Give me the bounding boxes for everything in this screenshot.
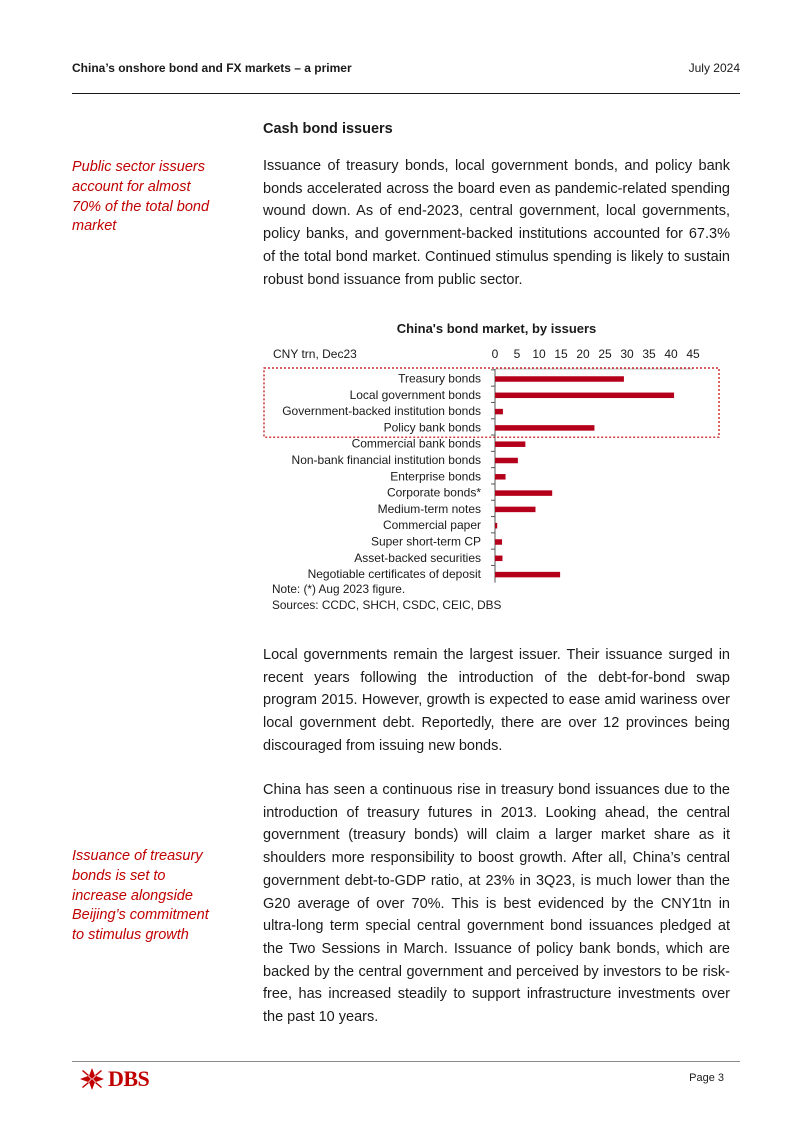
document-date: July 2024 xyxy=(688,61,740,75)
x-tick-label-9: 45 xyxy=(686,347,700,361)
header-divider xyxy=(72,93,740,94)
x-tick-label-4: 20 xyxy=(576,347,590,361)
bar-9 xyxy=(495,523,497,529)
chart-sources: Sources: CCDC, SHCH, CSDC, CEIC, DBS xyxy=(272,598,502,612)
x-tick-label-8: 40 xyxy=(664,347,678,361)
category-label-9: Commercial paper xyxy=(382,518,481,533)
page-number: Page 3 xyxy=(689,1072,724,1084)
x-tick-label-5: 25 xyxy=(598,347,612,361)
x-tick-label-3: 15 xyxy=(554,347,568,361)
footer-divider xyxy=(72,1061,740,1062)
category-label-11: Asset-backed securities xyxy=(354,550,481,565)
bar-3 xyxy=(495,425,594,431)
x-tick-label-6: 30 xyxy=(620,347,634,361)
dbs-logo xyxy=(80,1066,149,1092)
category-label-12: Negotiable certificates of deposit xyxy=(307,567,481,582)
category-label-8: Medium-term notes xyxy=(377,501,481,516)
chart-note: Note: (*) Aug 2023 figure. xyxy=(272,582,406,596)
bar-2 xyxy=(495,409,503,415)
category-label-5: Non-bank financial institution bonds xyxy=(291,453,481,467)
x-tick-label-7: 35 xyxy=(642,347,656,361)
bar-12 xyxy=(495,572,560,578)
chart-unit-label: CNY trn, Dec23 xyxy=(273,347,357,361)
paragraph-3: China has seen a continuous rise in treasury bond issuances due to the introduction of treasury futures in 2013. Looking ahead, the central government (treasury bonds) will claim a larger market share as it shoulders more responsibility to boost growth. After all, China’s central government debt-to-GDP ratio, at 23% in 3Q23, is much lower than the G20 average of over 70%. This is best evidenced by the CNY1tn in ultra-long term special central government bond issuances pledged at the Two Sessions in March. Issuance of policy bank bonds, which are backed by the central government and perceived by investors to be risk-free, has increased steadily to support infrastructure investments over the past 10 years. xyxy=(263,782,730,1026)
bar-11 xyxy=(495,556,502,562)
category-label-6: Enterprise bonds xyxy=(390,469,481,484)
dbs-logo-text: DBS xyxy=(108,1066,150,1091)
bar-4 xyxy=(495,441,525,447)
chart-title: China's bond market, by issuers xyxy=(396,321,597,336)
paragraph-1: Issuance of treasury bonds, local government bonds, and policy bank bonds accelerated across the board even as pandemic-related spending wound down. As of end-2023, central government, local governments, policy banks, and government-backed institutions accounted for 67.3% of the total bond market. Continued stimulus spending is likely to sustain robust bond issuance from public sector. xyxy=(263,158,730,288)
category-label-1: Local government bonds xyxy=(349,387,481,402)
document-title: China’s onshore bond and FX markets – a primer xyxy=(72,61,352,75)
category-label-4: Commercial bank bonds xyxy=(351,436,481,451)
bar-0 xyxy=(495,376,624,382)
x-tick-label-0: 0 xyxy=(491,347,499,361)
bar-5 xyxy=(495,458,518,464)
paragraph-2: Local governments remain the largest issuer. Their issuance surged in recent years following the introduction of the debt-for-bond swap program 2015. However, growth is expected to ease amid wariness over local government debt. Reportedly, there are over 12 provinces being discouraged from issuing new bonds. xyxy=(263,647,730,754)
bar-10 xyxy=(495,539,502,545)
dbs-star-icon xyxy=(80,1068,104,1090)
bar-6 xyxy=(495,474,506,480)
x-tick-label-1: 5 xyxy=(513,347,521,361)
bar-1 xyxy=(495,393,674,399)
x-tick-label-2: 10 xyxy=(532,347,546,361)
category-label-2: Government-backed institution bonds xyxy=(282,404,481,419)
section-title: Cash bond issuers xyxy=(263,121,393,137)
highlight-box-public-sector xyxy=(264,368,719,437)
margin-note-treasury: Issuance of treasury bonds is set to increase alongside Beijing’s commitment to stimulus growth xyxy=(72,848,209,944)
category-label-10: Super short-term CP xyxy=(370,534,481,549)
bar-7 xyxy=(495,490,552,496)
bar-8 xyxy=(495,507,535,513)
category-label-3: Policy bank bonds xyxy=(383,420,481,435)
category-label-0: Treasury bonds xyxy=(398,371,481,386)
margin-note-public-sector: Public sector issuers account for almost 70% of the total bond market xyxy=(72,159,210,235)
category-label-7: Corporate bonds* xyxy=(386,485,481,500)
